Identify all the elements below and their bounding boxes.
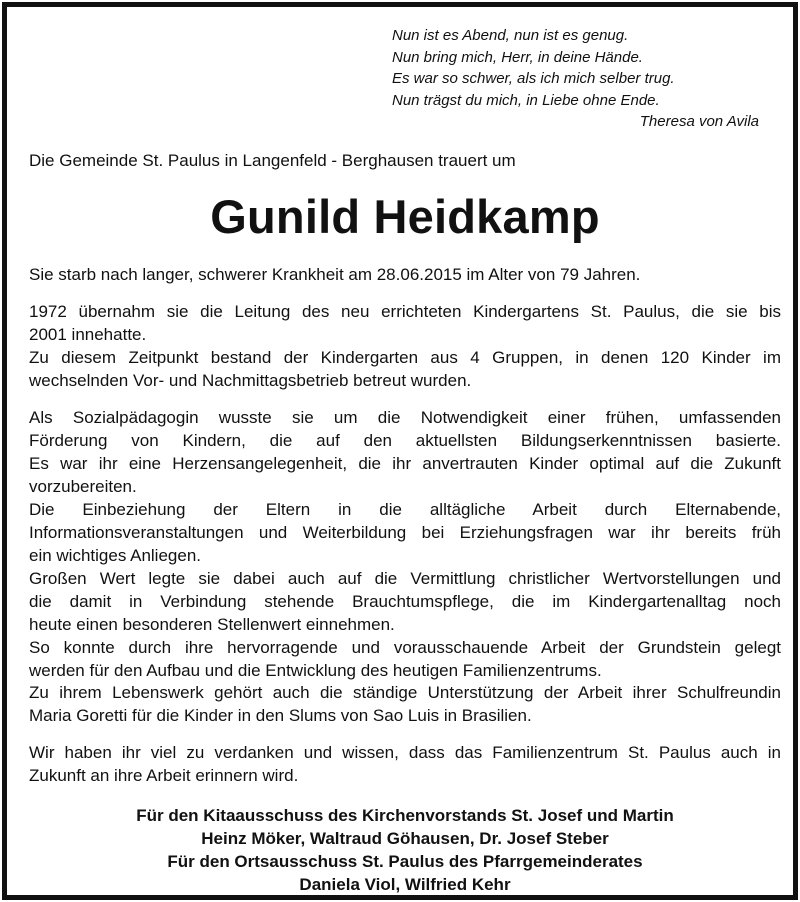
text-line: Sie starb nach langer, schwerer Krankheit am 28.06.2015 im Alter von 79 Jahren. <box>29 265 641 284</box>
text-line: Informationsveranstaltungen und Weiterbildung bei Erziehungsfragen war ihr bereits früh <box>29 523 781 542</box>
text-line: 2001 innehatte. <box>29 325 147 344</box>
paragraph-pedagogy <box>29 406 781 682</box>
signature-line: Heinz Möker, Waltraud Göhausen, Dr. Josef Steber <box>201 829 609 848</box>
text-line: ein wichtiges Anliegen. <box>29 546 202 565</box>
text-line: Förderung von Kindern, die auf den aktuellsten Bildungserkenntnissen basierte. <box>29 431 781 450</box>
obituary-frame <box>2 2 798 900</box>
poem <box>392 25 759 133</box>
poem-line: Nun bring mich, Herr, in deine Hände. <box>392 48 643 66</box>
text-line: wechselnden Vor- und Nachmittagsbetrieb betreut wurden. <box>29 371 472 390</box>
intro-text: Die Gemeinde St. Paulus in Langenfeld - Berghausen trauert um <box>29 151 516 170</box>
text-line: Wir haben ihr viel zu verdanken und wissen, dass das Familienzentrum St. Paulus auch in <box>29 743 781 762</box>
text-line: die damit in Verbindung stehende Brauchtumspflege, die im Kindergartenalltag noch <box>29 592 781 611</box>
text-line: heute einen besonderen Stellenwert einnehmen. <box>29 615 395 634</box>
text-line: 1972 übernahm sie die Leitung des neu errichteten Kindergartens St. Paulus, die sie bis <box>29 302 781 321</box>
text-line: werden für den Aufbau und die Entwicklung des heutigen Familienzentrums. <box>29 661 602 680</box>
paragraph-death <box>29 263 781 286</box>
text-line: Zukunft an ihre Arbeit erinnern wird. <box>29 766 299 785</box>
text-line: Die Einbeziehung der Eltern in die alltägliche Arbeit durch Elternabende, <box>29 500 781 519</box>
paragraph-thanks <box>29 741 781 787</box>
signature-line: Für den Kitaausschuss des Kirchenvorstands St. Josef und Martin <box>136 806 674 825</box>
text-line: Zu diesem Zeitpunkt bestand der Kindergarten aus 4 Gruppen, in denen 120 Kinder im <box>29 348 781 367</box>
poem-author: Theresa von Avila <box>639 113 759 130</box>
text-line: Maria Goretti für die Kinder in den Slums von Sao Luis in Brasilien. <box>29 706 532 725</box>
poem-line: Nun trägst du mich, in Liebe ohne Ende. <box>392 91 660 109</box>
poem-line: Es war so schwer, als ich mich selber trug. <box>392 70 675 87</box>
text-line: vorzubereiten. <box>29 477 137 496</box>
paragraph-legacy <box>29 681 781 727</box>
text-line: Großen Wert legte sie dabei auch auf die Vermittlung christlicher Wertvorstellungen und <box>29 569 781 588</box>
text-line: Zu ihrem Lebenswerk gehört auch die ständige Unterstützung der Arbeit ihrer Schulfreundin <box>29 683 781 702</box>
poem-line: Nun ist es Abend, nun ist es genug. <box>392 27 629 44</box>
paragraph-career <box>29 300 781 392</box>
signature-line: Für den Ortsausschuss St. Paulus des Pfarrgemeinderates <box>167 852 643 871</box>
text-line: Als Sozialpädagogin wusste sie um die Notwendigkeit einer frühen, umfassenden <box>29 408 781 427</box>
deceased-name: Gunild Heidkamp <box>210 190 600 243</box>
signature-block <box>29 804 781 896</box>
text-line: Es war ihr eine Herzensangelegenheit, die ihr anvertrauten Kinder optimal auf die Zukunft <box>29 454 781 473</box>
text-line: So konnte durch ihre hervorragende und vorausschauende Arbeit der Grundstein gelegt <box>29 638 781 657</box>
signature-line: Daniela Viol, Wilfried Kehr <box>299 875 511 894</box>
